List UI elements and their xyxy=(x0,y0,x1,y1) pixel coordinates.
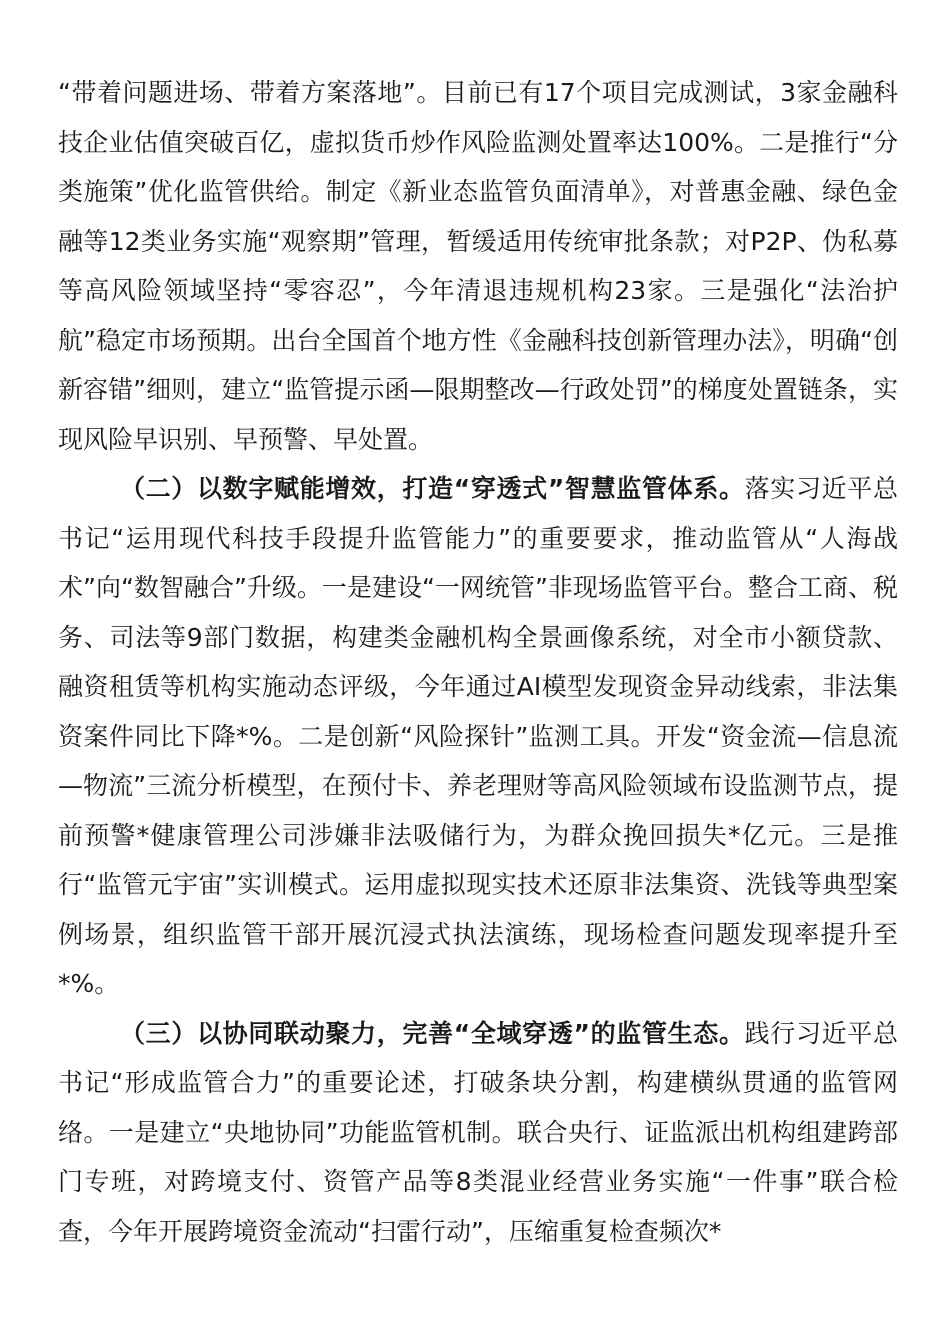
paragraph-2-body: 落实习近平总书记“运用现代科技手段提升监管能力”的重要要求，推动监管从“人海战术”向“数智融合”升级。一是建设“一网统管”非现场监管平台。整合工商、税务、司法等9部门数据，构建类金融机构全景画像系统，对全市小额贷款、融资租赁等机构实施动态评级，今年通过AI模型发现资金异动线索，非法集资案件同比下降*%。二是创新“风险探针”监测工具。开发“资金流—信息流—物流”三流分析模型，在预付卡、养老理财等高风险领域布设监测节点，提前预警*健康管理公司涉嫌非法吸储行为，为群众挽回损失*亿元。三是推行“监管元宇宙”实训模式。运用虚拟现实技术还原非法集资、洗钱等典型案例场景，组织监管干部开展沉浸式执法演练，现场检查问题发现率提升至*%。 xyxy=(58,474,898,998)
document-page xyxy=(58,68,898,1256)
paragraph-1-body: “带着问题进场、带着方案落地”。目前已有17个项目完成测试，3家金融科技企业估值突破百亿，虚拟货币炒作风险监测处置率达100%。二是推行“分类施策”优化监管供给。制定《新业态监管负面清单》，对普惠金融、绿色金融等12类业务实施“观察期”管理，暂缓适用传统审批条款；对P2P、伪私募等高风险领域坚持“零容忍”，今年清退违规机构23家。三是强化“法治护航”稳定市场预期。出台全国首个地方性《金融科技创新管理办法》，明确“创新容错”细则，建立“监管提示函—限期整改—行政处罚”的梯度处置链条，实现风险早识别、早预警、早处置。 xyxy=(58,78,898,454)
section-heading-2: （二）以数字赋能增效，打造“穿透式”智慧监管体系。 xyxy=(120,474,745,503)
paragraph-2 xyxy=(58,464,898,1009)
paragraph-3 xyxy=(58,1009,898,1257)
paragraph-1 xyxy=(58,68,898,464)
section-heading-3: （三）以协同联动聚力，完善“全域穿透”的监管生态。 xyxy=(120,1018,745,1048)
paragraph-3-body: 践行习近平总书记“形成监管合力”的重要论述，打破条块分割，构建横纵贯通的监管网络。一是建立“央地协同”功能监管机制。联合央行、证监派出机构组建跨部门专班，对跨境支付、资管产品等8类混业经营业务实施“一件事”联合检查，今年开展跨境资金流动“扫雷行动”，压缩重复检查频次* xyxy=(58,1018,898,1246)
